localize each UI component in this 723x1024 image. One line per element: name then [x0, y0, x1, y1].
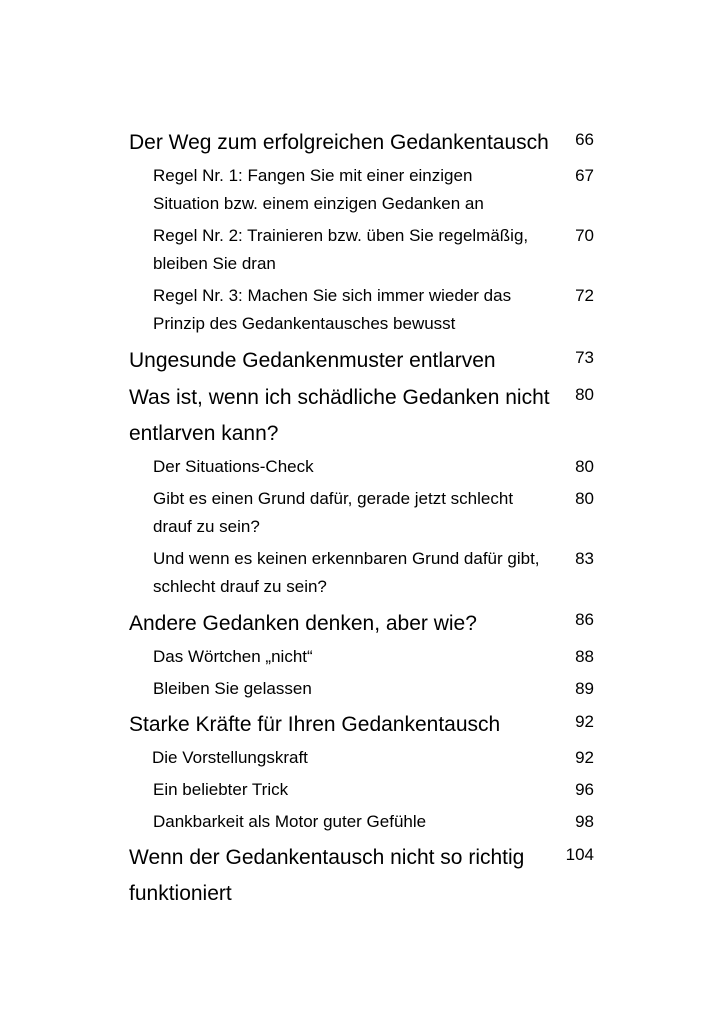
- toc-entry-title: Das Wörtchen „nicht“: [153, 647, 313, 666]
- toc-entry-title: Ungesunde Gedankenmuster entlarven: [129, 349, 496, 372]
- toc-entry-title-line: Prinzip des Gedankentausches bewusst: [153, 314, 456, 333]
- toc-entry-title-line: Regel Nr. 3: Machen Sie sich immer wieder das: [153, 286, 512, 305]
- toc-entry-title-line: Was ist, wenn ich schädliche Gedanken nicht: [129, 386, 550, 409]
- toc-page-number: 80: [575, 489, 594, 508]
- toc-page-number: 92: [575, 748, 594, 767]
- toc-entry-title: Starke Kräfte für Ihren Gedankentausch: [129, 713, 501, 736]
- toc-page-number: 73: [575, 348, 594, 367]
- toc-entry-title-line: funktioniert: [129, 882, 232, 905]
- toc-entry-title-line: Regel Nr. 1: Fangen Sie mit einer einzigen: [153, 166, 473, 185]
- toc-page-number: 86: [575, 610, 594, 629]
- toc-entry-title: Die Vorstellungskraft: [152, 748, 308, 767]
- toc-entry-title: Ein beliebter Trick: [153, 780, 289, 799]
- toc-page-number: 80: [575, 385, 594, 404]
- toc-page-number: 92: [575, 712, 594, 731]
- toc-page-number: 88: [575, 647, 594, 666]
- toc-page-number: 70: [575, 226, 594, 245]
- toc-page-number: 104: [565, 845, 594, 864]
- toc-entry-title: Dankbarkeit als Motor guter Gefühle: [153, 812, 427, 831]
- toc-page-number: 66: [575, 130, 594, 149]
- toc-entry-title: Der Weg zum erfolgreichen Gedankentausch: [129, 131, 549, 154]
- toc-page-number: 83: [575, 549, 594, 568]
- toc-entry-title-line: Regel Nr. 2: Trainieren bzw. üben Sie regelmäßig,: [153, 226, 529, 245]
- toc-entry-title-line: drauf zu sein?: [153, 517, 260, 536]
- toc-entry-title-line: Wenn der Gedankentausch nicht so richtig: [129, 846, 525, 869]
- toc-entry-title-line: bleiben Sie dran: [153, 254, 276, 273]
- toc-entry-title-line: Gibt es einen Grund dafür, gerade jetzt schlecht: [153, 489, 514, 508]
- toc-page-number: 80: [575, 457, 594, 476]
- toc-entry-title-line: Und wenn es keinen erkennbaren Grund dafür gibt,: [153, 549, 540, 568]
- toc-entry-title: Andere Gedanken denken, aber wie?: [129, 612, 477, 635]
- toc-page-number: 72: [575, 286, 594, 305]
- toc-page-number: 98: [575, 812, 594, 831]
- toc-page-number: 96: [575, 780, 594, 799]
- toc-entry-title-line: schlecht drauf zu sein?: [153, 577, 327, 596]
- toc-entry-title: Der Situations-Check: [153, 457, 314, 476]
- toc-page-number: 89: [575, 679, 594, 698]
- toc-entry-title-line: entlarven kann?: [129, 422, 279, 445]
- toc-page-number: 67: [575, 166, 594, 185]
- toc-entry-title-line: Situation bzw. einem einzigen Gedanken an: [153, 194, 484, 213]
- toc-entry-title: Bleiben Sie gelassen: [153, 679, 312, 698]
